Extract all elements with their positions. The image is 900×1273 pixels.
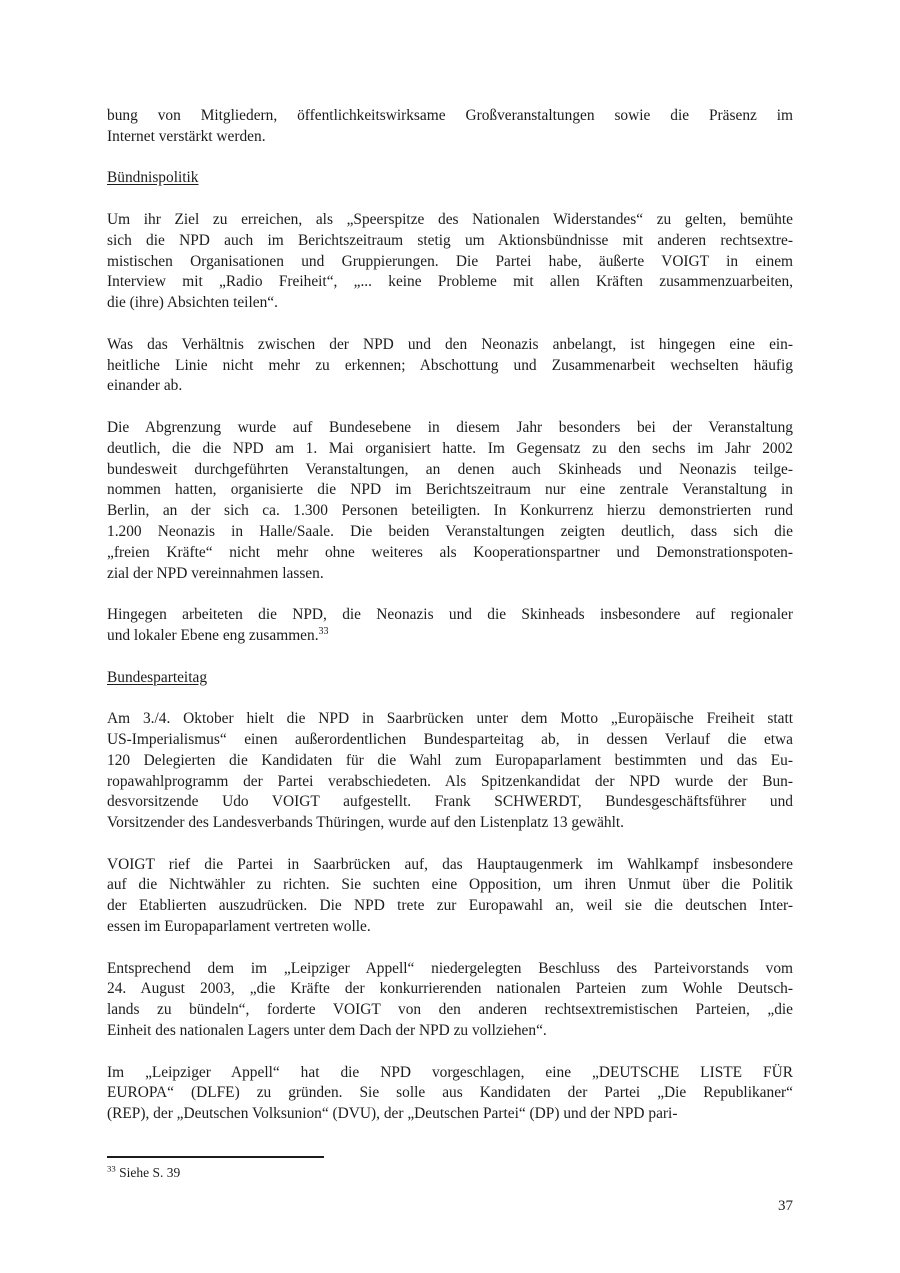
paragraph-line: essen im Europaparlament vertreten wolle. xyxy=(107,918,371,936)
paragraph-line: Interview mit „Radio Freiheit“, „... keine Probleme mit allen Kräften zusammenzuarbeiten, xyxy=(107,273,793,291)
paragraph-line: Was das Verhältnis zwischen der NPD und den Neonazis anbelangt, ist hingegen eine ein- xyxy=(107,335,793,353)
footnote-reference: 33 xyxy=(318,625,329,637)
document-body xyxy=(107,106,793,1146)
paragraph xyxy=(107,959,793,1042)
paragraph-line: Entsprechend dem im „Leipziger Appell“ niedergelegten Beschluss des Parteivorstands vom xyxy=(107,959,793,977)
paragraph-line: nommen hatten, organisierte die NPD im Berichtszeitraum nur eine zentrale Veranstaltung in xyxy=(107,481,793,499)
paragraph-line: einander ab. xyxy=(107,377,183,395)
section-heading xyxy=(107,668,793,689)
paragraph-line: desvorsitzende Udo VOIGT aufgestellt. Frank SCHWERDT, Bundesgeschäftsführer und xyxy=(107,793,793,811)
section-heading-text: Bündnispolitik xyxy=(107,169,199,187)
paragraph-line: Die Abgrenzung wurde auf Bundesebene in diesem Jahr besonders bei der Veranstaltung xyxy=(107,418,793,436)
paragraph-line: deutlich, die die NPD am 1. Mai organisiert hatte. Im Gegensatz zu den sechs im Jahr 2002 xyxy=(107,439,793,457)
paragraph-line: US-Imperialismus“ einen außerordentlichen Bundesparteitag ab, in dessen Verlauf die etwa xyxy=(107,730,793,748)
paragraph-line: (REP), der „Deutschen Volksunion“ (DVU), der „Deutschen Partei“ (DP) und der NPD pari- xyxy=(107,1105,678,1123)
paragraph-line: heitliche Linie nicht mehr zu erkennen; Abschottung und Zusammenarbeit wechselten häufig xyxy=(107,356,793,374)
paragraph xyxy=(107,106,793,148)
paragraph xyxy=(107,335,793,397)
paragraph-line: bundesweit durchgeführten Veranstaltungen, an denen auch Skinheads und Neonazis teilge- xyxy=(107,460,793,478)
paragraph xyxy=(107,855,793,938)
paragraph-line: der Etablierten auszudrücken. Die NPD trete zur Europawahl an, weil sie die deutschen Inter- xyxy=(107,897,793,915)
paragraph xyxy=(107,418,793,584)
paragraph xyxy=(107,1063,793,1125)
paragraph-line: Hingegen arbeiteten die NPD, die Neonazis und die Skinheads insbesondere auf regionaler xyxy=(107,606,793,624)
footnote-label: Siehe S. 39 xyxy=(119,1165,181,1180)
paragraph-line: 120 Delegierten die Kandidaten für die Wahl zum Europaparlament bestimmten und das Eu- xyxy=(107,751,793,769)
paragraph-line: VOIGT rief die Partei in Saarbrücken auf, das Hauptaugenmerk im Wahlkampf insbesondere xyxy=(107,855,793,873)
footnote-marker: 33 xyxy=(107,1163,116,1174)
paragraph-line: lands zu bündeln“, forderte VOIGT von den anderen rechtsextremistischen Parteien, „die xyxy=(107,1001,793,1019)
paragraph-line: und lokaler Ebene eng zusammen.$^{33}$ xyxy=(107,625,329,644)
paragraph-line: zial der NPD vereinnahmen lassen. xyxy=(107,564,324,582)
paragraph-line: die (ihre) Absichten teilen“. xyxy=(107,294,278,312)
paragraph-line: Um ihr Ziel zu erreichen, als „Speerspitze des Nationalen Widerstandes“ zu gelten, bemühte xyxy=(107,210,793,228)
paragraph-line: Am 3./4. Oktober hielt die NPD in Saarbrücken unter dem Motto „Europäische Freiheit statt xyxy=(107,710,793,728)
section-heading xyxy=(107,168,793,189)
paragraph-line: ropawahlprogramm der Partei verabschiedeten. Als Spitzenkandidat der NPD wurde der Bun- xyxy=(107,772,793,790)
section-heading-text: Bundesparteitag xyxy=(107,668,208,686)
paragraph-line: Einheit des nationalen Lagers unter dem Dach der NPD zu vollziehen“. xyxy=(107,1022,547,1040)
paragraph-line: 1.200 Neonazis in Halle/Saale. Die beiden Veranstaltungen zeigten deutlich, dass sich die xyxy=(107,522,793,540)
footnote xyxy=(107,1164,507,1182)
paragraph xyxy=(107,709,793,834)
paragraph-line: Berlin, an der sich ca. 1.300 Personen beteiligten. In Konkurrenz hierzu demonstrierten rund xyxy=(107,502,793,520)
paragraph-line: Internet verstärkt werden. xyxy=(107,127,266,145)
paragraph-line: EUROPA“ (DLFE) zu gründen. Sie solle aus Kandidaten der Partei „Die Republikaner“ xyxy=(107,1084,793,1102)
paragraph-line: bung von Mitgliedern, öffentlichkeitswirksame Großveranstaltungen sowie die Präsenz im xyxy=(107,107,793,124)
paragraph xyxy=(107,210,793,314)
paragraph-line: sich die NPD auch im Berichtszeitraum stetig um Aktionsbündnisse mit anderen rechtsextre- xyxy=(107,231,793,249)
paragraph-line: „freien Kräfte“ nicht mehr ohne weiteres als Kooperationspartner und Demonstrationspoten- xyxy=(107,543,793,561)
paragraph-line: 24. August 2003, „die Kräfte der konkurrierenden nationalen Parteien zum Wohle Deutsch- xyxy=(107,980,793,998)
paragraph xyxy=(107,605,793,647)
paragraph-line: mistischen Organisationen und Gruppierungen. Die Partei habe, äußerte VOIGT in einem xyxy=(107,252,793,270)
paragraph-line: Vorsitzender des Landesverbands Thüringen, wurde auf den Listenplatz 13 gewählt. xyxy=(107,814,624,832)
page-number: 37 xyxy=(778,1198,793,1214)
footnote-divider xyxy=(107,1156,324,1158)
paragraph-line: auf die Nichtwähler zu richten. Sie suchten eine Opposition, um ihren Unmut über die Politik xyxy=(107,876,793,894)
paragraph-line: Im „Leipziger Appell“ hat die NPD vorgeschlagen, eine „DEUTSCHE LISTE FÜR xyxy=(107,1063,793,1081)
